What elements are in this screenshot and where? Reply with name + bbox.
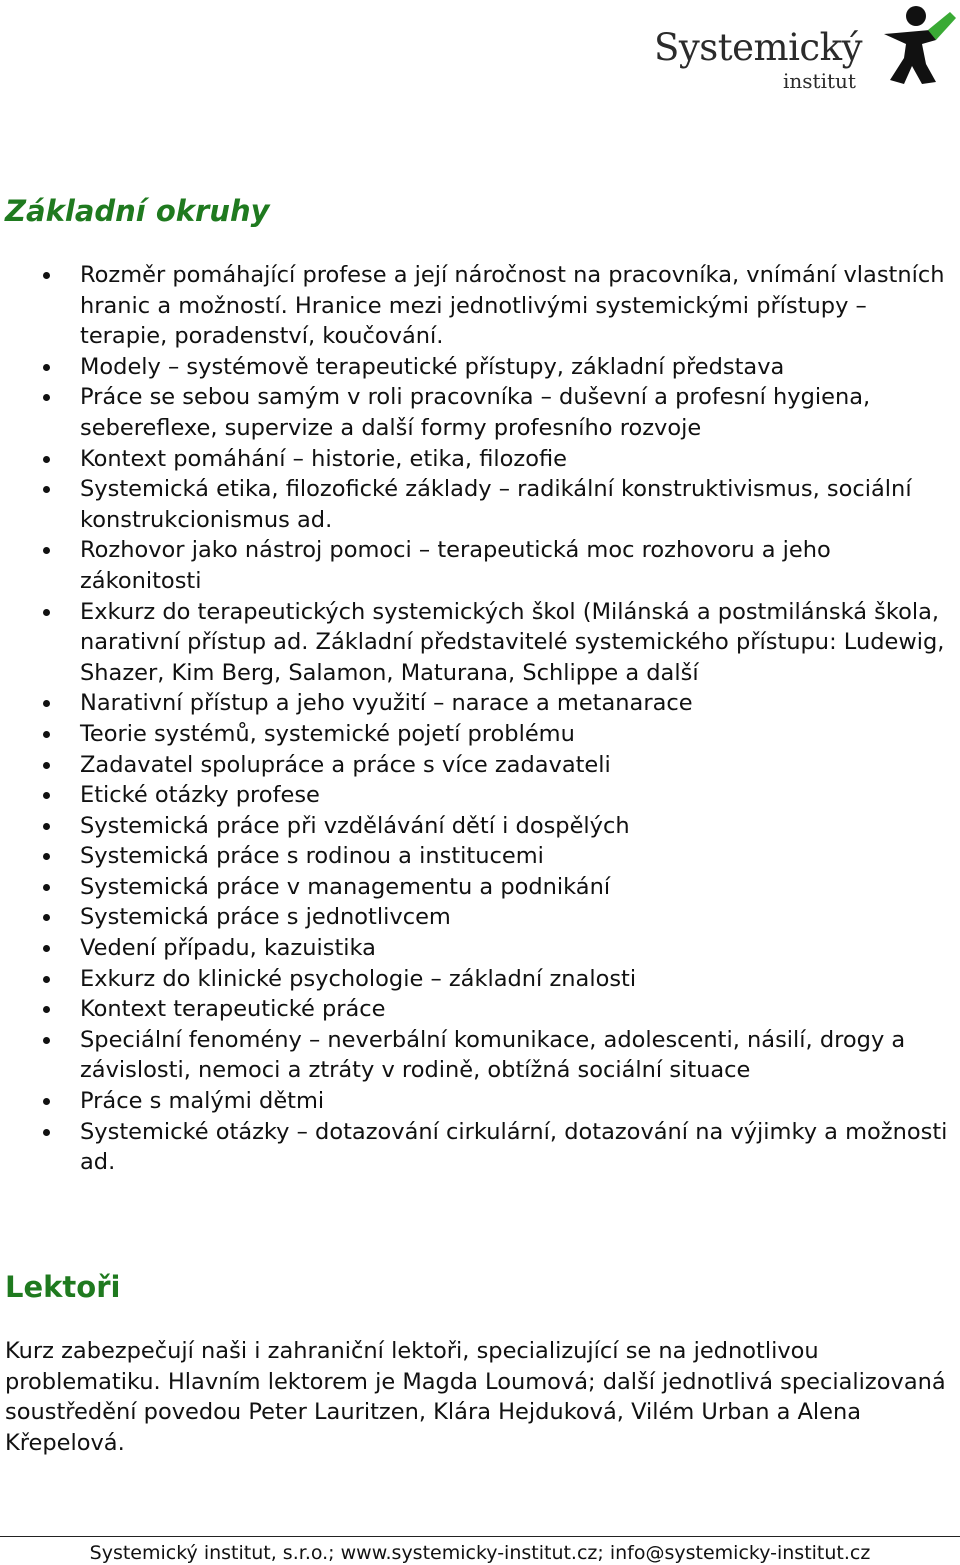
topic-list-item bbox=[0, 872, 960, 903]
logo bbox=[650, 4, 956, 96]
lecturers-paragraph: Kurz zabezpečují naši i zahraniční lektoři, specializující se na jednotlivou problematiku. Hlavním lektorem je Magda Loumová; další jednotlivá specializovaná soustředění povedou Peter Lauritzen, Klára Hejduková, Vilém Urban a Alena Křepelová. bbox=[5, 1338, 946, 1456]
topic-text: Etické otázky profese bbox=[80, 782, 320, 809]
bullet-icon bbox=[43, 731, 50, 738]
topic-list-item bbox=[0, 444, 960, 475]
bullet-icon bbox=[43, 914, 50, 921]
bullet-icon bbox=[43, 945, 50, 952]
topic-list-item bbox=[0, 1025, 960, 1086]
topic-list-item bbox=[0, 964, 960, 995]
topic-text: Teorie systémů, systemické pojetí problému bbox=[80, 720, 575, 747]
topic-list-item bbox=[0, 902, 960, 933]
topic-text: Modely – systémově terapeutické přístupy, základní představa bbox=[80, 353, 785, 380]
topic-text: Systemická etika, filozofické základy – radikální konstruktivismus, sociální konstrukcionismus ad. bbox=[80, 476, 912, 533]
running-figure-icon bbox=[876, 4, 956, 84]
topic-text: Systemická práce s jednotlivcem bbox=[80, 904, 451, 931]
topic-text: Systemická práce při vzdělávání dětí i dospělých bbox=[80, 812, 630, 839]
topics-list bbox=[0, 260, 960, 1178]
topic-text: Vedení případu, kazuistika bbox=[80, 935, 376, 962]
topic-text: Práce se sebou samým v roli pracovníka – duševní a profesní hygiena, sebereflexe, supervize a další formy profesního rozvoje bbox=[80, 384, 871, 441]
topic-text: Zadavatel spolupráce a práce s více zadavateli bbox=[80, 751, 611, 778]
lecturers-heading: Lektoři bbox=[5, 1270, 121, 1304]
bullet-icon bbox=[43, 1098, 50, 1105]
topic-list-item bbox=[0, 688, 960, 719]
bullet-icon bbox=[43, 700, 50, 707]
bullet-icon bbox=[43, 1037, 50, 1044]
topics-heading: Základní okruhy bbox=[5, 194, 270, 228]
topic-text: Exkurz do terapeutických systemických škol (Milánská a postmilánská škola, narativní přístup ad. Základní představitelé systemického přístupu: Ludewig, Shazer, Kim Berg, Salamon, Maturana, Schlippe a další bbox=[80, 598, 945, 686]
topic-list-item bbox=[0, 382, 960, 443]
bullet-icon bbox=[43, 1006, 50, 1013]
topic-text: Systemické otázky – dotazování cirkulární, dotazování na výjimky a možnosti ad. bbox=[80, 1118, 948, 1176]
logo-subtitle: institut bbox=[783, 69, 856, 93]
topic-text: Kontext pomáhání – historie, etika, filozofie bbox=[80, 445, 567, 472]
topic-list-item bbox=[0, 1117, 960, 1178]
bullet-icon bbox=[43, 976, 50, 983]
topic-text: Systemická práce s rodinou a institucemi bbox=[80, 843, 544, 870]
topic-list-item bbox=[0, 780, 960, 811]
footer-divider bbox=[0, 1536, 960, 1537]
bullet-icon bbox=[43, 272, 50, 279]
topic-text: Rozhovor jako nástroj pomoci – terapeutická moc rozhovoru a jeho zákonitosti bbox=[80, 537, 831, 594]
topic-list-item bbox=[0, 933, 960, 964]
topic-list-item bbox=[0, 535, 960, 596]
topic-list-item bbox=[0, 719, 960, 750]
topic-list-item bbox=[0, 352, 960, 383]
topic-text: Systemická práce v managementu a podnikání bbox=[80, 873, 611, 900]
topic-text: Narativní přístup a jeho využití – narace a metanarace bbox=[80, 690, 693, 717]
bullet-icon bbox=[43, 486, 50, 493]
topic-list-item bbox=[0, 994, 960, 1025]
bullet-icon bbox=[43, 792, 50, 799]
topic-list-item bbox=[0, 260, 960, 352]
bullet-icon bbox=[43, 394, 50, 401]
bullet-icon bbox=[43, 762, 50, 769]
topic-list-item bbox=[0, 841, 960, 872]
bullet-icon bbox=[43, 547, 50, 554]
topic-text: Rozměr pomáhající profese a její náročnost na pracovníka, vnímání vlastních hranic a možností. Hranice mezi jednotlivými systemickými přístupy – terapie, poradenství, koučování. bbox=[80, 262, 945, 350]
bullet-icon bbox=[43, 609, 50, 616]
bullet-icon bbox=[43, 1129, 50, 1136]
topic-list-item bbox=[0, 1086, 960, 1117]
topic-text: Exkurz do klinické psychologie – základní znalosti bbox=[80, 965, 637, 992]
topic-list-item bbox=[0, 474, 960, 535]
topic-text: Práce s malými dětmi bbox=[80, 1088, 325, 1115]
logo-name: Systemický bbox=[654, 26, 862, 69]
bullet-icon bbox=[43, 853, 50, 860]
footer-text: Systemický institut, s.r.o.; www.systemicky-institut.cz; info@systemicky-institut.cz bbox=[89, 1542, 871, 1564]
topic-text: Speciální fenomény – neverbální komunikace, adolescenti, násilí, drogy a závislosti, nemoci a ztráty v rodině, obtížná sociální situace bbox=[80, 1026, 906, 1084]
topic-text: Kontext terapeutické práce bbox=[80, 996, 386, 1023]
bullet-icon bbox=[43, 456, 50, 463]
bullet-icon bbox=[43, 364, 50, 371]
bullet-icon bbox=[43, 884, 50, 891]
bullet-icon bbox=[43, 823, 50, 830]
topic-list-item bbox=[0, 597, 960, 689]
topic-list-item bbox=[0, 750, 960, 781]
topic-list-item bbox=[0, 811, 960, 842]
